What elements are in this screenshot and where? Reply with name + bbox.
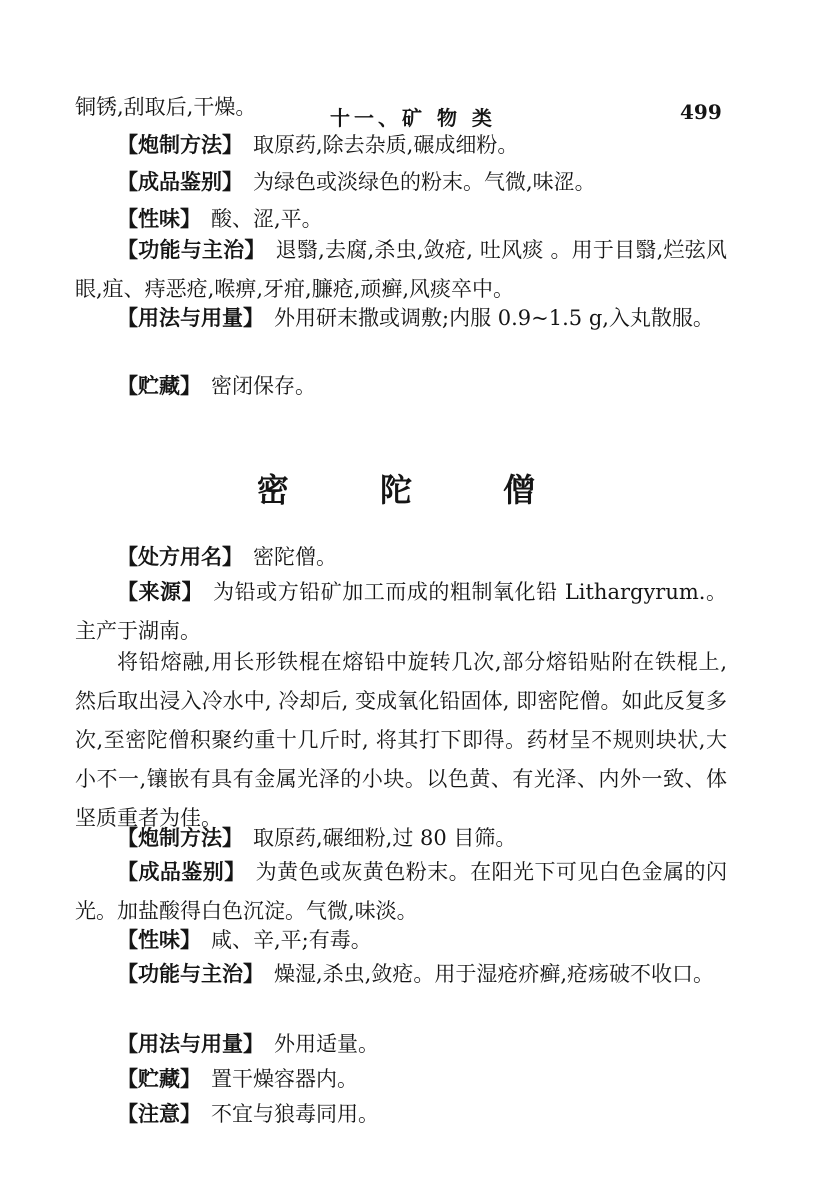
prev-function-label: 【功能与主治】 <box>117 237 266 262</box>
prescription-name-text: 密陀僧。 <box>253 545 337 569</box>
source-text: 为铅或方铅矿加工而成的粗制氧化铅 Lithargyrum.。主产于湖南。 <box>75 580 727 643</box>
prev-storage <box>75 366 727 406</box>
source-label: 【来源】 <box>117 579 204 604</box>
prev-storage-text: 密闭保存。 <box>211 374 316 398</box>
section-title: 十一、矿 物 类 <box>330 106 496 130</box>
prev-nature-label: 【性味】 <box>117 206 201 231</box>
prev-nature-text: 酸、涩,平。 <box>211 207 323 231</box>
function-label: 【功能与主治】 <box>117 961 264 986</box>
prev-function-text: 退翳,去腐,杀虫,敛疮, 吐风痰 。用于目翳,烂弦风眼,疽、痔恶疮,喉痹,牙疳,臁疮,顽癣,风痰卒中。 <box>75 238 727 301</box>
usage-text: 外用适量。 <box>274 1032 379 1056</box>
nature-label: 【性味】 <box>117 927 201 952</box>
prev-identification-label: 【成品鉴别】 <box>117 169 243 194</box>
identification-label: 【成品鉴别】 <box>117 859 246 884</box>
storage-label: 【贮藏】 <box>117 1066 201 1091</box>
storage <box>75 1059 727 1099</box>
continuation-text: 铜锈,刮取后,干燥。 <box>75 95 257 119</box>
processing-label: 【炮制方法】 <box>117 825 243 850</box>
source <box>75 572 727 651</box>
prev-usage-text: 外用研末撒或调敷;内服 0.9~1.5 g,入丸散服。 <box>274 306 714 330</box>
prev-identification <box>75 162 727 202</box>
function <box>75 954 727 994</box>
prev-processing <box>75 125 727 165</box>
function-text: 燥湿,杀虫,敛疮。用于湿疮疥癣,疮疡破不收口。 <box>274 962 715 986</box>
description-text: 将铅熔融,用长形铁棍在熔铅中旋转几次,部分熔铅贴附在铁棍上, 然后取出浸入冷水中, 冷却后, 变成氧化铅固体, 即密陀僧。如此反复多次,至密陀僧积聚约重十几斤时, 将其打下即得。药材呈不规则块状,大小不一,镶嵌有具有金属光泽的小块。以色黄、有光泽、内外一致、体坚质重者为佳。 <box>75 650 727 830</box>
prescription-name <box>75 537 727 577</box>
storage-text: 置干燥容器内。 <box>211 1067 358 1091</box>
page-number: 499 <box>680 100 722 124</box>
processing-text: 取原药,碾细粉,过 80 目筛。 <box>253 826 517 850</box>
usage-label: 【用法与用量】 <box>117 1031 264 1056</box>
prev-usage <box>75 298 727 338</box>
caution <box>75 1094 727 1134</box>
prescription-name-label: 【处方用名】 <box>117 544 243 569</box>
nature-text: 咸、辛,平;有毒。 <box>211 928 372 952</box>
caution-text: 不宜与狼毒同用。 <box>211 1102 379 1126</box>
identification-text: 为黄色或灰黄色粉末。在阳光下可见白色金属的闪光。加盐酸得白色沉淀。气微,味淡。 <box>75 860 728 923</box>
prev-processing-label: 【炮制方法】 <box>117 132 243 157</box>
prev-storage-label: 【贮藏】 <box>117 373 201 398</box>
entry-title: 密 陀 僧 <box>256 471 576 509</box>
usage <box>75 1024 727 1064</box>
prev-identification-text: 为绿色或淡绿色的粉末。气微,味涩。 <box>253 170 596 194</box>
prev-usage-label: 【用法与用量】 <box>117 305 264 330</box>
prev-processing-text: 取原药,除去杂质,碾成细粉。 <box>253 133 519 157</box>
caution-label: 【注意】 <box>117 1101 201 1126</box>
